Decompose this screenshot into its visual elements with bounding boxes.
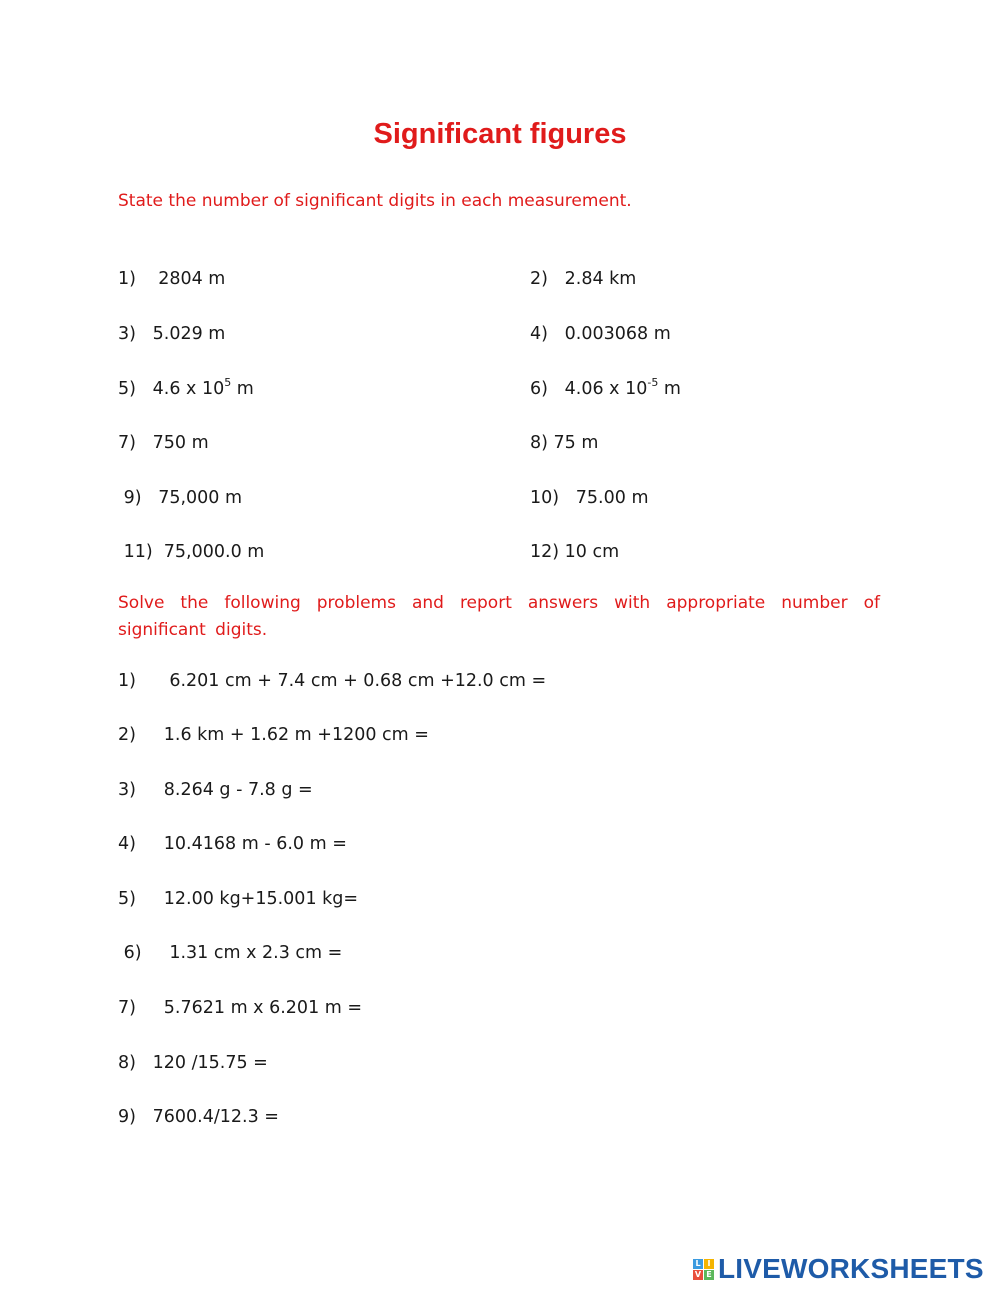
problem-item-8: 8) 120 /15.75 = <box>118 1053 268 1073</box>
measurement-item-9 <box>118 486 242 510</box>
liveworksheets-brand <box>693 1254 984 1284</box>
problem-item-5: 5) 12.00 kg+15.001 kg= <box>118 889 359 909</box>
logo-letter-l: L <box>693 1259 703 1269</box>
instruction-significant-digits: State the number of significant digits in each measurement. <box>118 191 632 211</box>
problem-item-7: 7) 5.7621 m x 6.201 m = <box>118 998 363 1018</box>
measurement-text: 8) 75 m <box>530 433 599 453</box>
measurement-item-5 <box>118 377 254 401</box>
measurement-text: 10) 75.00 m <box>530 488 649 508</box>
measurement-item-10 <box>530 486 649 510</box>
measurement-text: 4) 0.003068 m <box>530 324 671 344</box>
instruction-solve-problems: Solve the following problems and report answers with appropriate number of significant digits. <box>118 593 880 640</box>
measurement-item-4 <box>530 322 671 346</box>
exponent: 5 <box>224 376 232 389</box>
problem-item-2: 2) 1.6 km + 1.62 m +1200 cm = <box>118 725 429 745</box>
unit-text: m <box>231 379 254 399</box>
measurement-item-1 <box>118 267 225 291</box>
measurement-text: 12) 10 cm <box>530 542 620 562</box>
measurement-text: 11) 75,000.0 m <box>118 542 265 562</box>
measurement-text: 1) 2804 m <box>118 269 226 289</box>
problem-item-4: 4) 10.4168 m - 6.0 m = <box>118 834 347 854</box>
measurement-item-11 <box>118 540 264 564</box>
measurement-text: 9) 75,000 m <box>118 488 243 508</box>
problem-item-9: 9) 7600.4/12.3 = <box>118 1107 279 1127</box>
measurement-item-6 <box>530 377 681 401</box>
measurement-text: 5) 4.6 x 10 <box>118 379 225 399</box>
measurement-text: 3) 5.029 m <box>118 324 226 344</box>
measurement-item-8 <box>530 431 598 455</box>
measurement-item-3 <box>118 322 225 346</box>
measurement-text: 6) 4.06 x 10 <box>530 379 648 399</box>
measurement-item-7 <box>118 431 209 455</box>
measurement-item-12 <box>530 540 619 564</box>
exponent: -5 <box>647 376 659 389</box>
problem-item-1: 1) 6.201 cm + 7.4 cm + 0.68 cm +12.0 cm = <box>118 671 547 691</box>
unit-text: m <box>658 379 681 399</box>
measurement-text: 2) 2.84 km <box>530 269 637 289</box>
brand-name: LIVEWORKSHEETS <box>718 1253 984 1284</box>
measurement-text: 7) 750 m <box>118 433 209 453</box>
page-title: Significant figures <box>373 118 627 150</box>
logo-letter-i: I <box>704 1259 714 1269</box>
problem-item-6: 6) 1.31 cm x 2.3 cm = <box>118 943 343 963</box>
liveworksheets-logo-icon <box>693 1259 714 1280</box>
measurement-item-2 <box>530 267 636 291</box>
problem-item-3: 3) 8.264 g - 7.8 g = <box>118 780 313 800</box>
logo-letter-e: E <box>704 1270 714 1280</box>
logo-letter-v: V <box>694 1270 702 1279</box>
